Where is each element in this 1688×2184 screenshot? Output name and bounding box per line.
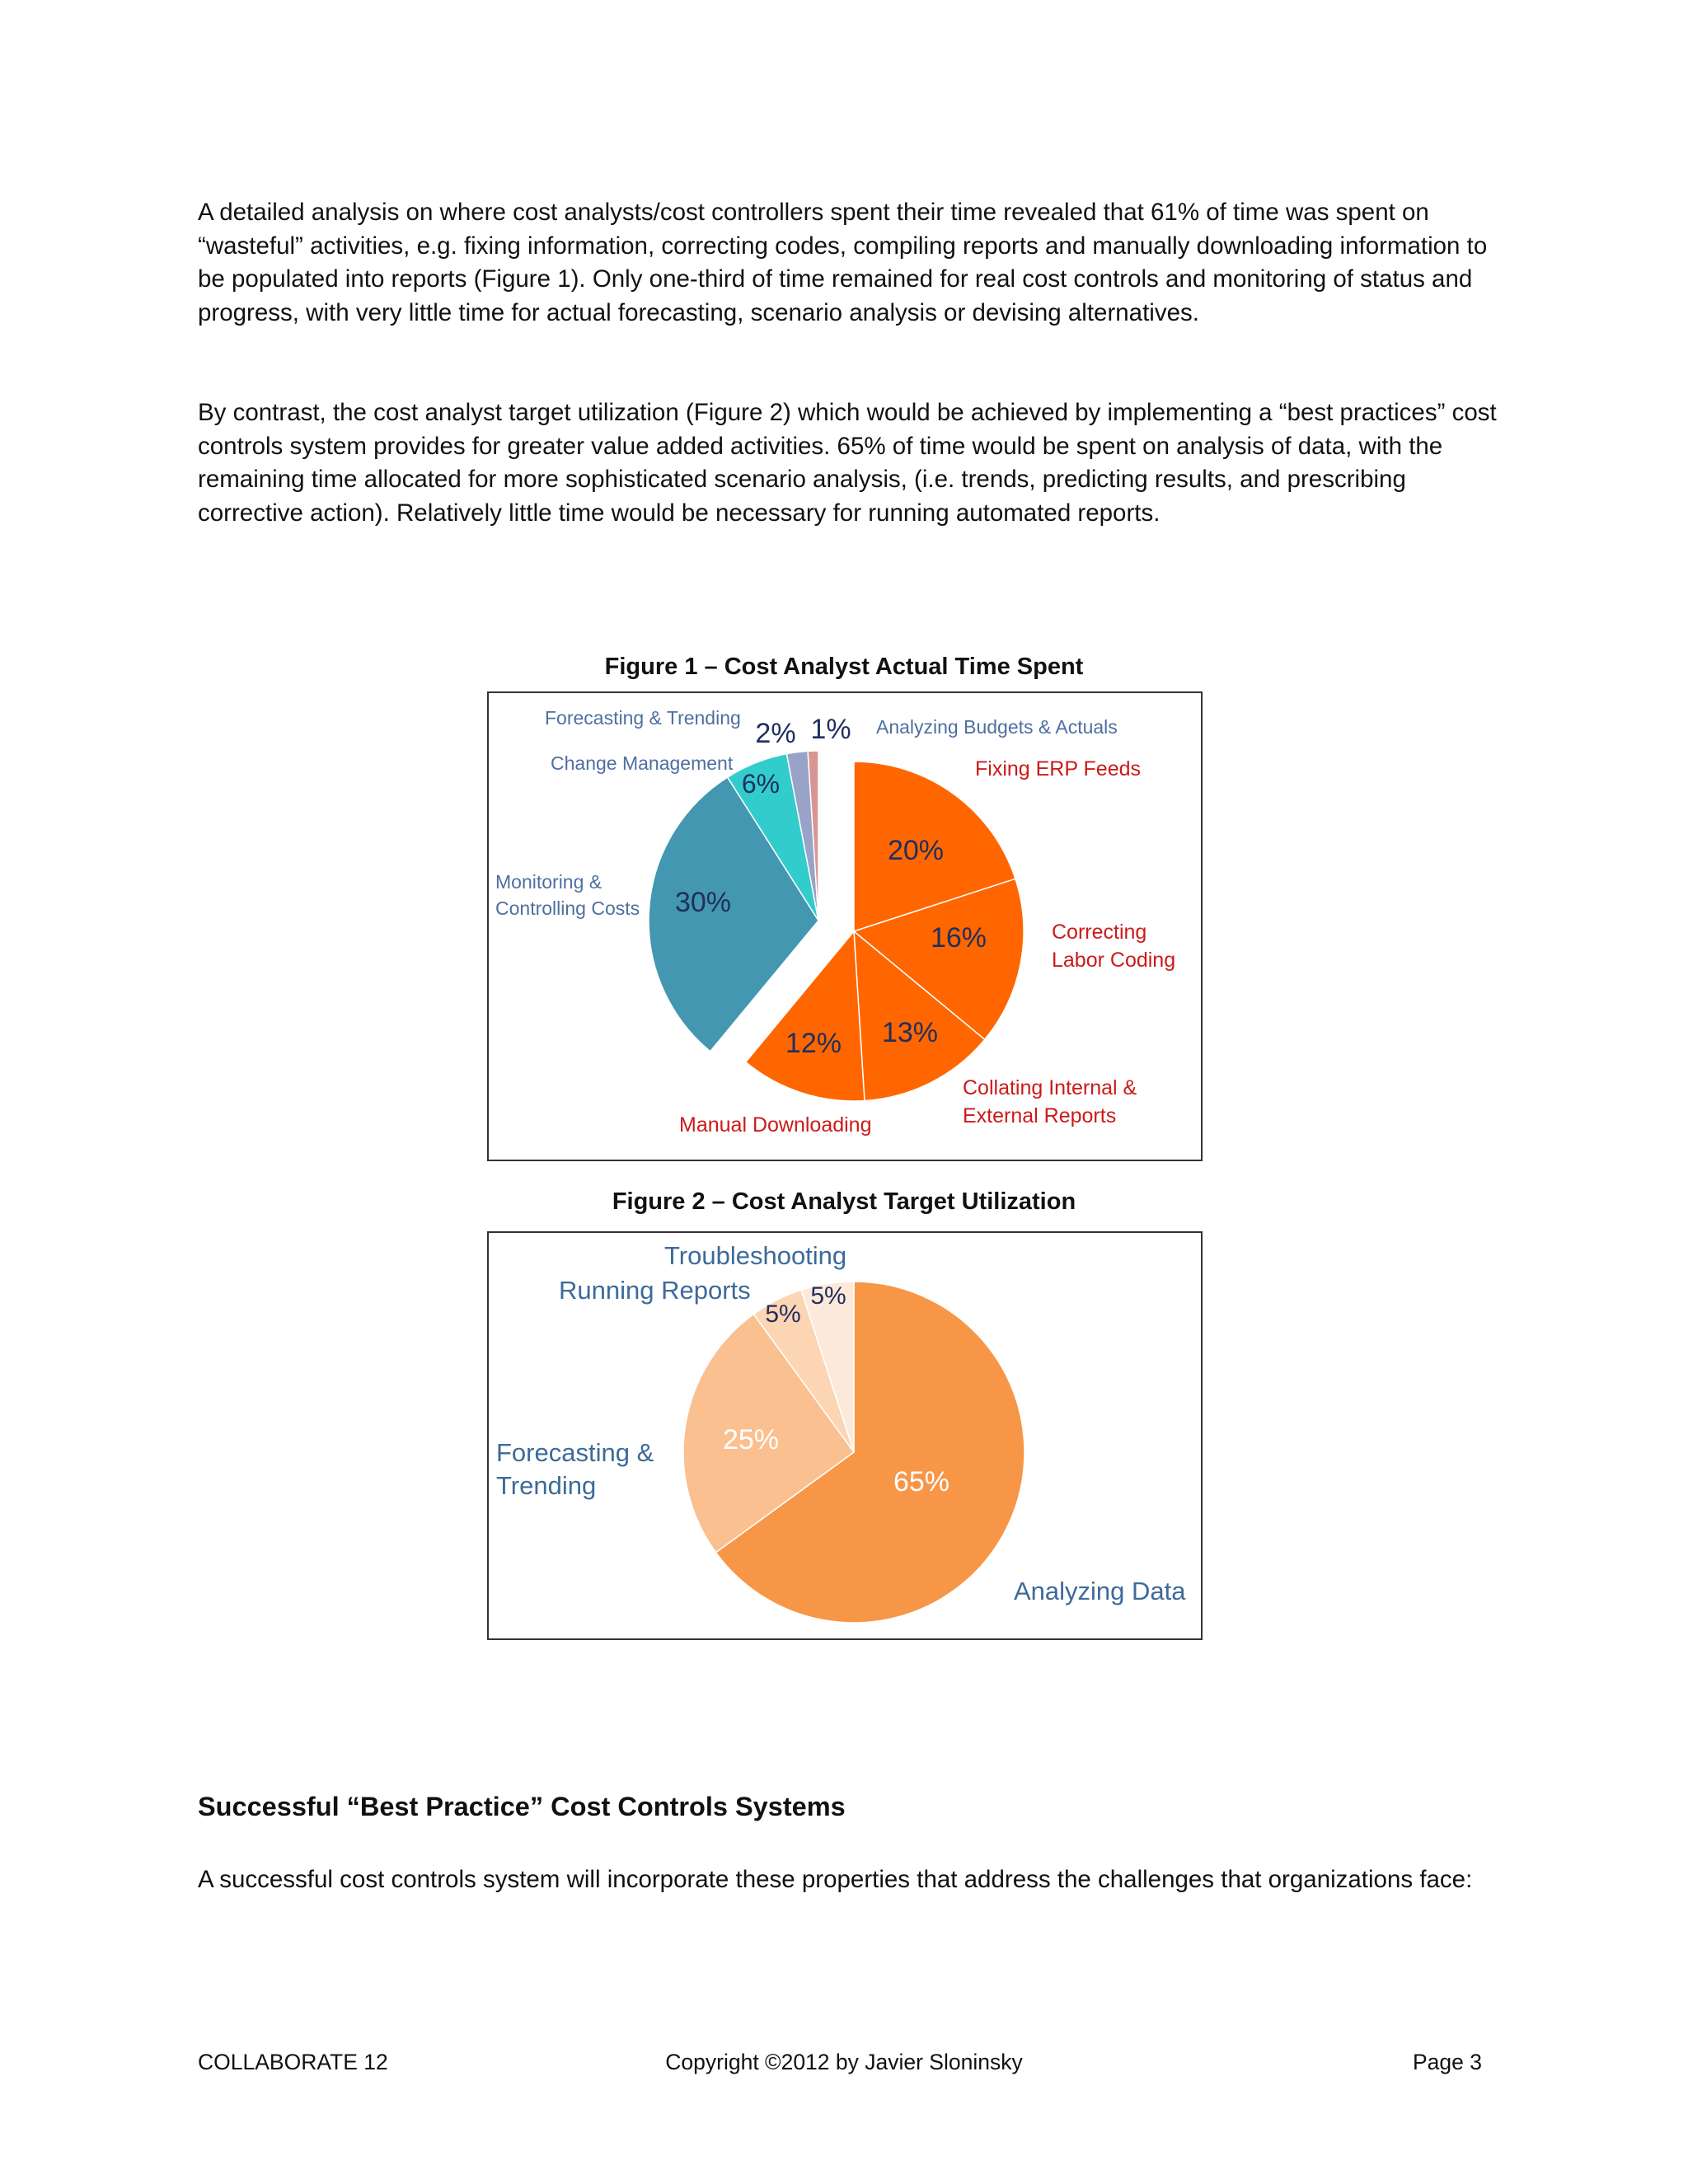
fig1-category-label-2-line2: External Reports xyxy=(963,1104,1117,1127)
fig2-value-label-3: 5% xyxy=(810,1282,846,1310)
figure-1-title: Figure 1 – Cost Analyst Actual Time Spent xyxy=(604,654,1084,680)
contrast-paragraph: By contrast, the cost analyst target utilization (Figure 2) which would be achieved by implementing a “best practices” cost controls system provides for greater value added activities. 65% of time would be spent on analysis of data, with the remaining time allocated for more sophisticated scenario analysis, (i.e. trends, predicting results, and prescribing corrective action). Relatively little time would be necessary for running automated reports. xyxy=(198,399,1497,527)
fig1-category-label-4 xyxy=(495,871,640,919)
figure-1-chart xyxy=(487,691,1203,1161)
fig2-value-label-0: 65% xyxy=(893,1466,950,1497)
fig1-category-label-7: Analyzing Budgets & Actuals xyxy=(876,716,1118,738)
fig2-category-label-1-line1: Forecasting & xyxy=(496,1438,654,1467)
fig1-category-label-5: Change Management xyxy=(551,752,734,774)
fig1-value-label-5: 6% xyxy=(741,769,781,799)
fig2-category-label-1 xyxy=(496,1438,654,1500)
fig1-value-label-4: 30% xyxy=(674,887,732,918)
footer-page-number: Page 3 xyxy=(1413,2050,1482,2074)
fig1-value-label-2: 13% xyxy=(881,1017,939,1048)
figure-2-chart xyxy=(487,1231,1203,1640)
fig1-value-label-7: 1% xyxy=(810,714,851,745)
fig1-value-label-0: 20% xyxy=(887,835,945,866)
properties-paragraph: A successful cost controls system will incorporate these properties that address the challenges that organizations face: xyxy=(198,1866,1473,1893)
fig1-value-label-1: 16% xyxy=(930,922,987,954)
fig2-value-label-1: 25% xyxy=(722,1424,780,1455)
fig1-value-label-3: 12% xyxy=(785,1028,842,1059)
fig2-category-label-1-line2: Trending xyxy=(496,1471,597,1500)
fig1-category-label-2 xyxy=(963,1076,1137,1127)
fig2-value-label-2: 5% xyxy=(765,1301,801,1328)
fig1-category-label-1 xyxy=(1052,921,1175,972)
fig1-category-label-6: Forecasting & Trending xyxy=(545,707,741,729)
fig2-category-label-3: Troubleshooting xyxy=(664,1241,847,1270)
fig1-value-label-6: 2% xyxy=(755,718,796,749)
footer-copyright: Copyright ©2012 by Javier Sloninsky xyxy=(665,2050,1023,2074)
figure-2-title: Figure 2 – Cost Analyst Target Utilization xyxy=(612,1188,1076,1215)
fig1-category-label-3: Manual Downloading xyxy=(679,1113,872,1137)
intro-paragraph: A detailed analysis on where cost analysts/cost controllers spent their time revealed that 61% of time was spent on “wasteful” activities, e.g. fixing information, correcting codes, compiling reports and manually downloading information to be populated into reports (Figure 1). Only one-third of time remained for real cost controls and monitoring of status and progress, with very little time for actual forecasting, scenario analysis or devising alternatives. xyxy=(198,199,1488,326)
fig1-category-label-2-line1: Collating Internal & xyxy=(963,1076,1137,1099)
fig2-category-label-0: Analyzing Data xyxy=(1014,1577,1186,1605)
fig2-category-label-2: Running Reports xyxy=(559,1276,751,1305)
fig1-category-label-4-line2: Controlling Costs xyxy=(495,898,640,919)
figure-1-svg xyxy=(489,693,1201,1160)
fig1-category-label-1-line2: Labor Coding xyxy=(1052,949,1176,972)
figure-2-svg xyxy=(489,1233,1201,1638)
fig1-category-label-1-line1: Correcting xyxy=(1052,921,1147,944)
fig1-category-label-4-line1: Monitoring & xyxy=(495,871,603,893)
footer-conference: COLLABORATE 12 xyxy=(198,2050,388,2074)
section-heading: Successful “Best Practice” Cost Controls Systems xyxy=(198,1792,846,1821)
fig1-category-label-0: Fixing ERP Feeds xyxy=(975,757,1142,780)
